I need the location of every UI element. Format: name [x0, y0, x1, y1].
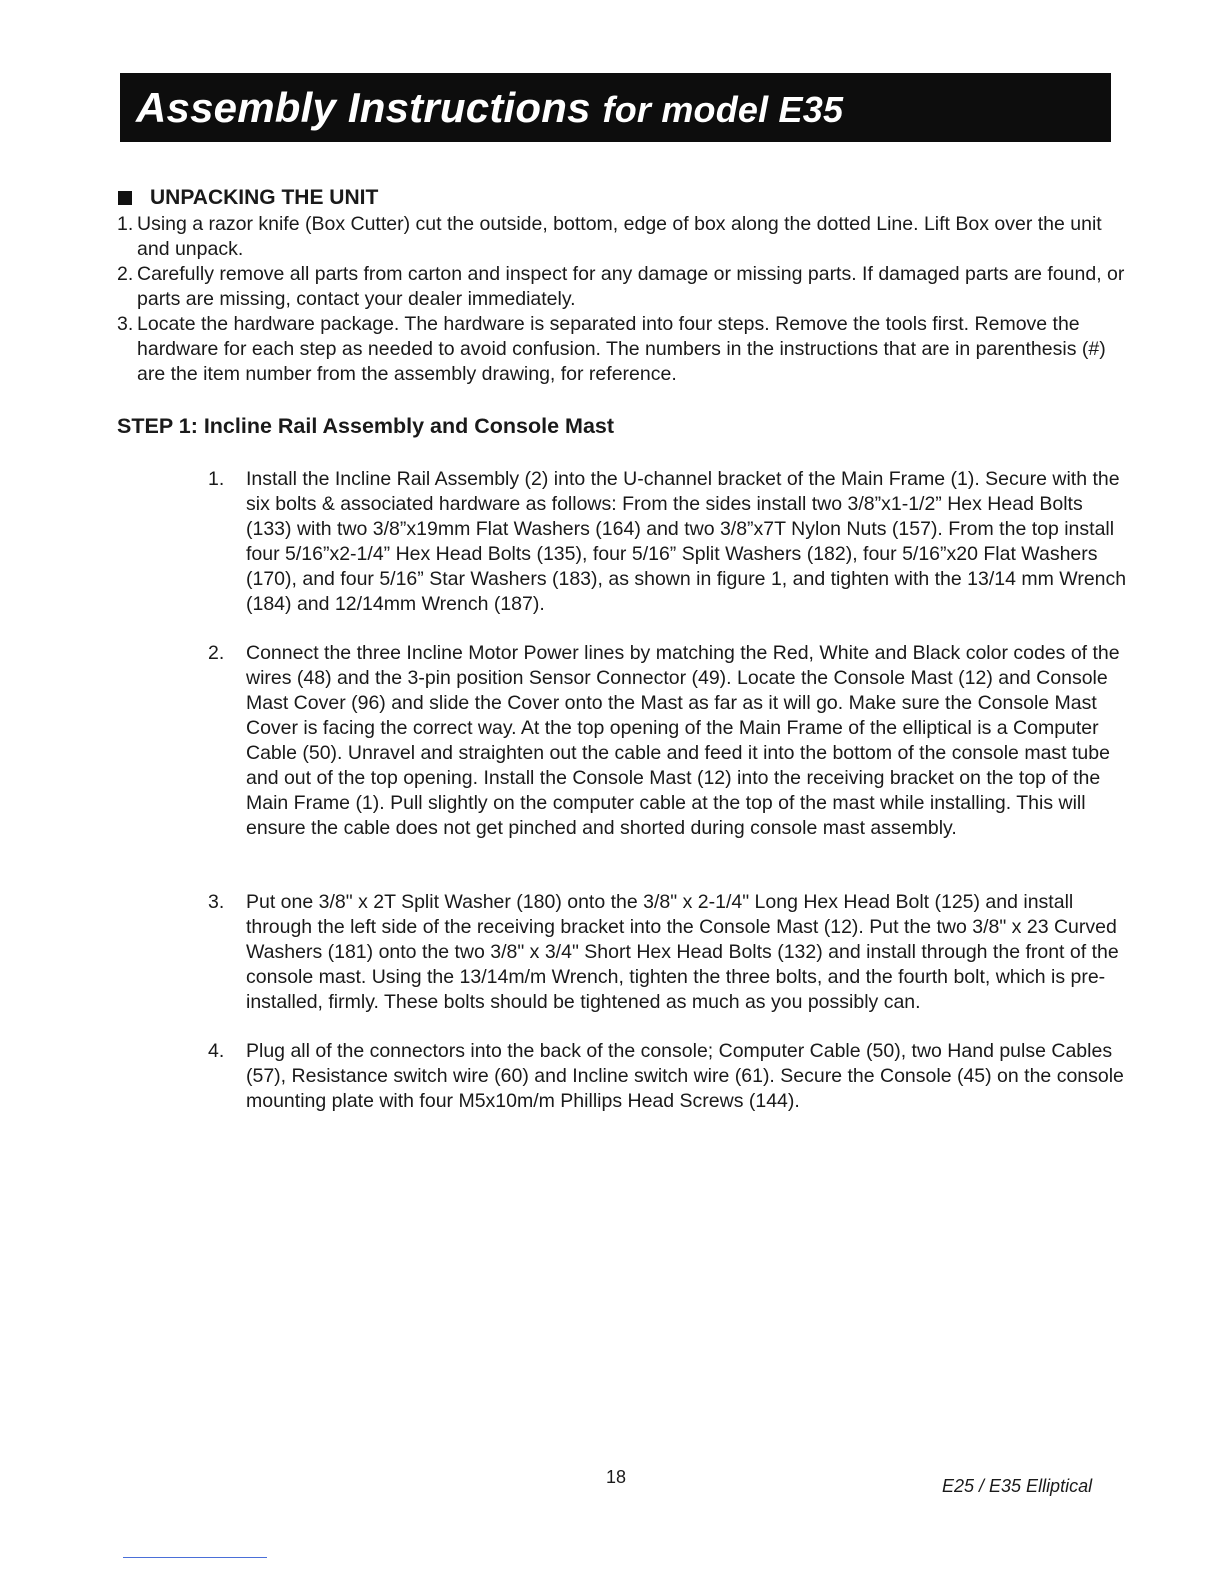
list-item-number: 2. [117, 263, 134, 285]
step-item-number: 3. [208, 891, 225, 913]
square-bullet-icon [118, 191, 132, 205]
page-title [136, 83, 844, 131]
list-item [117, 262, 1127, 312]
step-item [208, 1039, 1128, 1114]
step-item [208, 890, 1128, 1015]
step-item-text: Connect the three Incline Motor Power lines by matching the Red, White and Black color codes of the wires (48) and the 3-pin position Sensor Connector (49). Locate the Console Mast (12) and Console Mast Cover (96) and slide the Cover onto the Mast as far as it will go. Make sure the Console Mast Cover is facing the correct way. At the top opening of the Main Frame of the elliptical is a Computer Cable (50). Unravel and straighten out the cable and feed it into the bottom of the console mast tube and out of the top opening. Install the Console Mast (12) into the receiving bracket on the top of the Main Frame (1). Pull slightly on the computer cable at the top of the mast while installing. This will ensure the cable does not get pinched and shorted during console mast assembly. [246, 642, 1120, 839]
step-item-number: 1. [208, 468, 225, 490]
list-item-number: 1. [117, 213, 134, 235]
step-item-text: Plug all of the connectors into the back of the console; Computer Cable (50), two Hand pulse Cables (57), Resistance switch wire (60) and Incline switch wire (61). Secure the Console (45) on the console mounting plate with four M5x10m/m Phillips Head Screws (144). [246, 1040, 1124, 1112]
step-item-text: Install the Incline Rail Assembly (2) into the U-channel bracket of the Main Frame (1). Secure with the six bolts & associated hardware as follows: From the sides install two 3/8”x1-1/2” Hex Head Bolts (133) with two 3/8”x19mm Flat Washers (164) and two 3/8”x7T Nylon Nuts (157). From the top install four 5/16”x2-1/4” Hex Head Bolts (135), four 5/16” Split Washers (182), four 5/16”x20 Flat Washers (170), and four 5/16” Star Washers (183), as shown in figure 1, and tighten with the 13/14 mm Wrench (184) and 12/14mm Wrench (187). [246, 468, 1127, 615]
step-item-number: 2. [208, 642, 225, 664]
footer-divider [123, 1557, 267, 1558]
title-main: Assembly Instructions [136, 83, 591, 131]
unpacking-heading [118, 186, 378, 210]
page-number: 18 [606, 1467, 627, 1487]
step1-list [208, 467, 1128, 1114]
list-item-text: Carefully remove all parts from carton and inspect for any damage or missing parts. If damaged parts are found, or parts are missing, contact your dealer immediately. [137, 263, 1125, 310]
title-tail: for model E35 [602, 88, 844, 130]
footer-model-name: E25 / E35 Elliptical [942, 1476, 1093, 1496]
step-item-number: 4. [208, 1040, 225, 1062]
list-item [117, 312, 1127, 387]
step-item [208, 467, 1128, 617]
step-item [208, 641, 1128, 841]
list-item [117, 212, 1127, 262]
unpacking-list [117, 212, 1127, 387]
list-item-text: Locate the hardware package. The hardware is separated into four steps. Remove the tools first. Remove the hardware for each step as needed to avoid confusion. The numbers in the instructions that are in parenthesis (#) are the item number from the assembly drawing, for reference. [137, 313, 1106, 385]
list-item-number: 3. [117, 313, 134, 335]
list-item-text: Using a razor knife (Box Cutter) cut the outside, bottom, edge of box along the dotted Line. Lift Box over the unit and unpack. [137, 213, 1102, 260]
step-item-text: Put one 3/8" x 2T Split Washer (180) onto the 3/8" x 2-1/4" Long Hex Head Bolt (125) and install through the left side of the receiving bracket into the Console Mast (12). Put the two 3/8" x 23 Curved Washers (181) onto the two 3/8" x 3/4" Short Hex Head Bolts (132) and install through the front of the console mast. Using the 13/14m/m Wrench, tighten the three bolts, and the fourth bolt, which is pre-installed, firmly. These bolts should be tightened as much as you possibly can. [246, 891, 1119, 1013]
title-banner [120, 73, 1111, 142]
step1-heading: STEP 1: Incline Rail Assembly and Console Mast [117, 414, 615, 438]
unpacking-heading-text: UNPACKING THE UNIT [150, 186, 379, 209]
